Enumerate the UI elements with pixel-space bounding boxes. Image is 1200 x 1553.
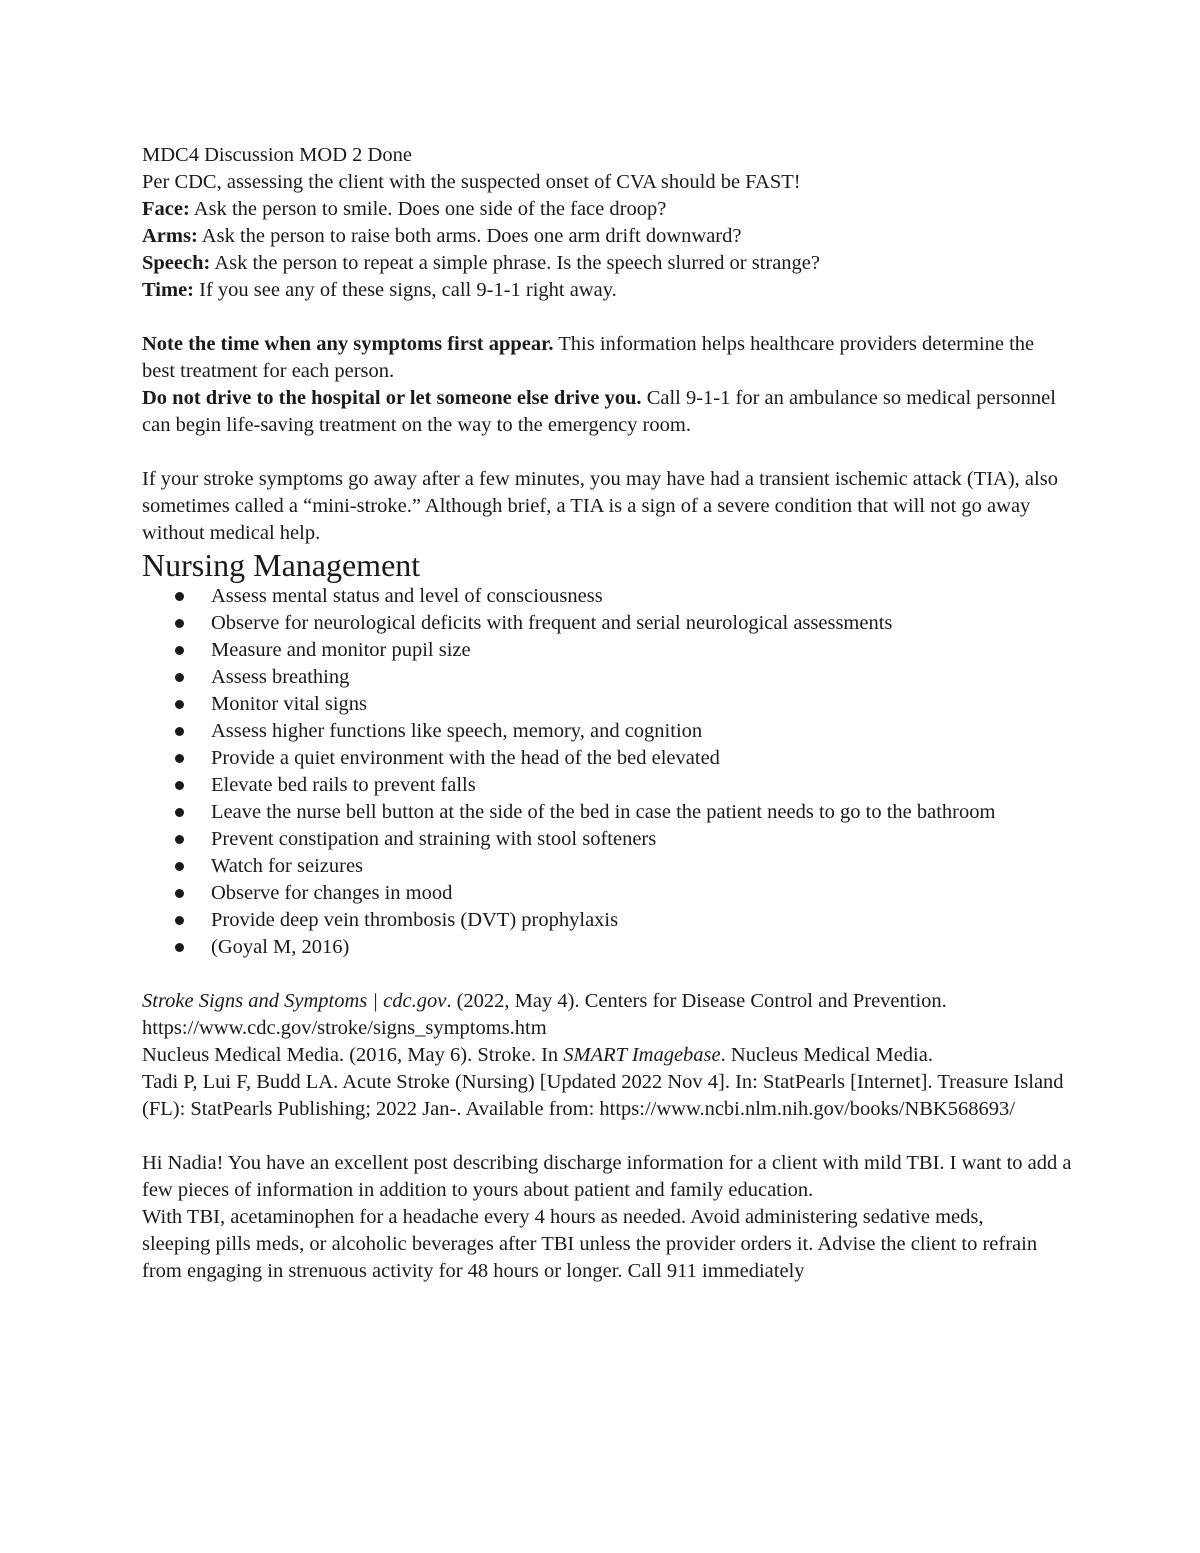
reference-nucleus-post: . Nucleus Medical Media.	[720, 1044, 933, 1066]
list-item-text: Assess higher functions like speech, memory, and cognition	[211, 720, 703, 742]
reply-paragraph-3: sleeping pills meds, or alcoholic beverages after TBI unless the provider orders it. Advise the client to refrain from engaging in strenuous activity for 48 hours or longer. Call 911 immediately	[142, 1233, 1038, 1282]
spacer	[142, 439, 1072, 466]
nursing-management-list	[142, 583, 1072, 961]
tia-paragraph: If your stroke symptoms go away after a few minutes, you may have had a transient ischemic attack (TIA), also sometimes called a “mini-stroke.” Although brief, a TIA is a sign of a severe condition that will not go away without medical help.	[142, 468, 1058, 544]
note-time-bold: Note the time when any symptoms first appear.	[142, 333, 554, 355]
do-not-drive-paragraph	[142, 385, 1072, 439]
fast-face-text: Ask the person to smile. Does one side of the face droop?	[189, 198, 667, 220]
reply-paragraph-2: With TBI, acetaminophen for a headache every 4 hours as needed. Avoid administering sedative meds,	[142, 1206, 984, 1228]
list-item	[142, 610, 1072, 637]
list-item	[142, 934, 1072, 961]
list-item-text: Assess breathing	[211, 666, 350, 688]
bullet-icon	[175, 916, 184, 925]
reference-nucleus	[142, 1042, 1072, 1069]
list-item	[142, 691, 1072, 718]
list-item	[142, 907, 1072, 934]
fast-face-label: Face:	[142, 198, 190, 220]
list-item-text: Provide deep vein thrombosis (DVT) prophylaxis	[211, 909, 619, 931]
list-item-text: Prevent constipation and straining with stool softeners	[211, 828, 657, 850]
list-item	[142, 799, 1072, 826]
fast-intro-line: Per CDC, assessing the client with the suspected onset of CVA should be FAST!	[142, 171, 801, 193]
list-item	[142, 745, 1072, 772]
fast-speech-text: Ask the person to repeat a simple phrase. Is the speech slurred or strange?	[210, 252, 821, 274]
fast-arms-line	[142, 223, 1072, 250]
list-item	[142, 880, 1072, 907]
reference-cdc-text: . (2022, May 4). Centers for Disease Control and Prevention. https://www.cdc.gov/stroke/signs_symptoms.htm	[142, 990, 947, 1039]
spacer	[142, 1123, 1072, 1150]
do-not-drive-text: Call 9-1-1 for an ambulance so medical personnel can begin life-saving treatment on the way to the emergency room.	[142, 387, 1056, 436]
bullet-icon	[175, 700, 184, 709]
list-item-text: Provide a quiet environment with the head of the bed elevated	[211, 747, 720, 769]
reference-cdc-title: Stroke Signs and Symptoms | cdc.gov	[142, 990, 447, 1012]
bullet-icon	[175, 889, 184, 898]
fast-speech-line	[142, 250, 1072, 277]
list-item	[142, 853, 1072, 880]
fast-speech-label: Speech:	[142, 252, 211, 274]
list-item	[142, 583, 1072, 610]
bullet-icon	[175, 808, 184, 817]
bullet-icon	[175, 592, 184, 601]
fast-time-label: Time:	[142, 279, 195, 301]
fast-face-line	[142, 196, 1072, 223]
nursing-management-heading: Nursing Management	[142, 547, 421, 583]
fast-arms-text: Ask the person to raise both arms. Does one arm drift downward?	[197, 225, 742, 247]
bullet-icon	[175, 943, 184, 952]
reference-nucleus-pre: Nucleus Medical Media. (2016, May 6). Stroke. In	[142, 1044, 564, 1066]
document-title: MDC4 Discussion MOD 2 Done	[142, 144, 412, 166]
spacer	[142, 304, 1072, 331]
fast-time-text: If you see any of these signs, call 9-1-1 right away.	[194, 279, 617, 301]
list-item-text: Watch for seizures	[211, 855, 364, 877]
list-item-text: Observe for changes in mood	[211, 882, 453, 904]
bullet-icon	[175, 835, 184, 844]
reference-cdc	[142, 988, 1072, 1042]
note-time-text: This information helps healthcare providers determine the best treatment for each person.	[142, 333, 1035, 382]
fast-arms-label: Arms:	[142, 225, 198, 247]
spacer	[142, 961, 1072, 988]
bullet-icon	[175, 673, 184, 682]
list-item	[142, 637, 1072, 664]
bullet-icon	[175, 619, 184, 628]
reference-nucleus-title: SMART Imagebase	[563, 1044, 721, 1066]
reply-paragraph-1: Hi Nadia! You have an excellent post describing discharge information for a client with mild TBI. I want to add a few pieces of information in addition to yours about patient and family education.	[142, 1152, 1072, 1201]
list-item	[142, 664, 1072, 691]
list-item	[142, 826, 1072, 853]
list-item	[142, 772, 1072, 799]
note-time-paragraph	[142, 331, 1072, 385]
document-page	[142, 142, 1072, 1285]
list-item-text: Observe for neurological deficits with frequent and serial neurological assessments	[211, 612, 893, 634]
list-item-text: Measure and monitor pupil size	[211, 639, 471, 661]
bullet-icon	[175, 646, 184, 655]
fast-time-line	[142, 277, 1072, 304]
list-item-text: Monitor vital signs	[211, 693, 368, 715]
bullet-icon	[175, 781, 184, 790]
list-item-text: (Goyal M, 2016)	[211, 936, 350, 958]
bullet-icon	[175, 754, 184, 763]
list-item-text: Assess mental status and level of consciousness	[211, 585, 603, 607]
reference-statpearls: Tadi P, Lui F, Budd LA. Acute Stroke (Nursing) [Updated 2022 Nov 4]. In: StatPearls [Internet]. Treasure Island (FL): StatPearls Publishing; 2022 Jan-. Available from: https://www.ncbi.nlm.nih.gov/books/NBK568693/	[142, 1071, 1064, 1120]
bullet-icon	[175, 727, 184, 736]
bullet-icon	[175, 862, 184, 871]
list-item-text: Elevate bed rails to prevent falls	[211, 774, 476, 796]
list-item	[142, 718, 1072, 745]
list-item-text: Leave the nurse bell button at the side of the bed in case the patient needs to go to the bathroom	[211, 801, 996, 823]
do-not-drive-bold: Do not drive to the hospital or let someone else drive you.	[142, 387, 642, 409]
